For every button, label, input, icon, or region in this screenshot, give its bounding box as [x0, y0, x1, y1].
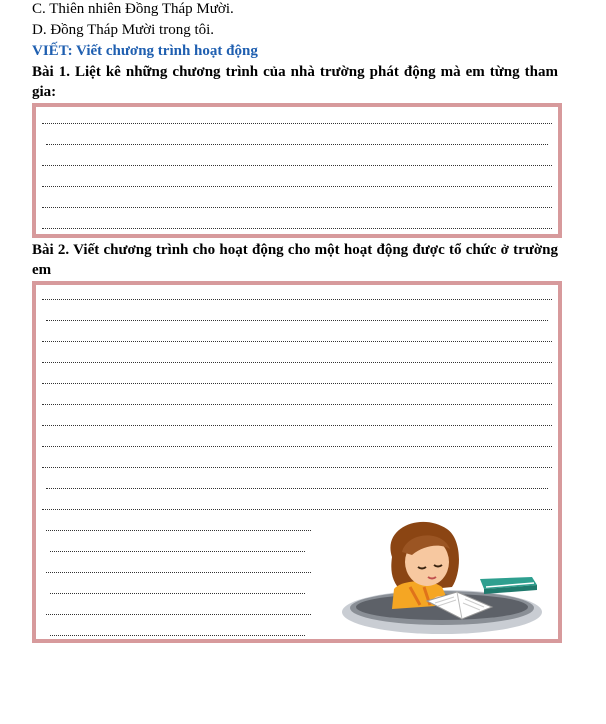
- girl-reading-book-icon: [332, 517, 554, 639]
- answer-line-short: [46, 530, 311, 531]
- answer-line-short: [46, 572, 311, 573]
- answer-line-short: [50, 551, 305, 552]
- answer-line: [42, 446, 552, 447]
- answer-line: [42, 509, 552, 510]
- answer-line: [42, 383, 552, 384]
- exercise-1-label: Bài 1.: [32, 64, 70, 80]
- answer-line: [42, 165, 552, 166]
- exercise-1-text: Liệt kê những chương trình của nhà trường phát động mà em từng tham gia:: [32, 64, 558, 100]
- answer-line: [42, 299, 552, 300]
- exercise-1-prompt: [32, 62, 558, 102]
- answer-line: [46, 488, 548, 489]
- answer-line-short: [50, 635, 305, 636]
- answer-line: [42, 425, 552, 426]
- answer-line: [42, 228, 552, 229]
- answer-line: [42, 341, 552, 342]
- answer-line: [42, 123, 552, 124]
- answer-line-short: [50, 593, 305, 594]
- exercise-2-prompt: [32, 240, 558, 280]
- option-d: D. Đồng Tháp Mười trong tôi.: [32, 22, 215, 38]
- answer-line: [42, 186, 552, 187]
- exercise-1-answer-box[interactable]: [32, 103, 562, 238]
- answer-line: [42, 404, 552, 405]
- section-heading: VIẾT: Viết chương trình hoạt động: [32, 43, 258, 59]
- option-c: C. Thiên nhiên Đồng Tháp Mười.: [32, 1, 234, 17]
- answer-line-short: [46, 614, 311, 615]
- answer-line: [42, 362, 552, 363]
- exercise-2-label: Bài 2.: [32, 242, 70, 258]
- exercise-2-text: Viết chương trình cho hoạt động cho một hoạt động được tổ chức ở trường em: [32, 242, 558, 278]
- answer-line: [46, 144, 548, 145]
- answer-line: [46, 320, 548, 321]
- answer-line: [42, 207, 552, 208]
- exercise-2-answer-box[interactable]: [32, 281, 562, 643]
- answer-line: [42, 467, 552, 468]
